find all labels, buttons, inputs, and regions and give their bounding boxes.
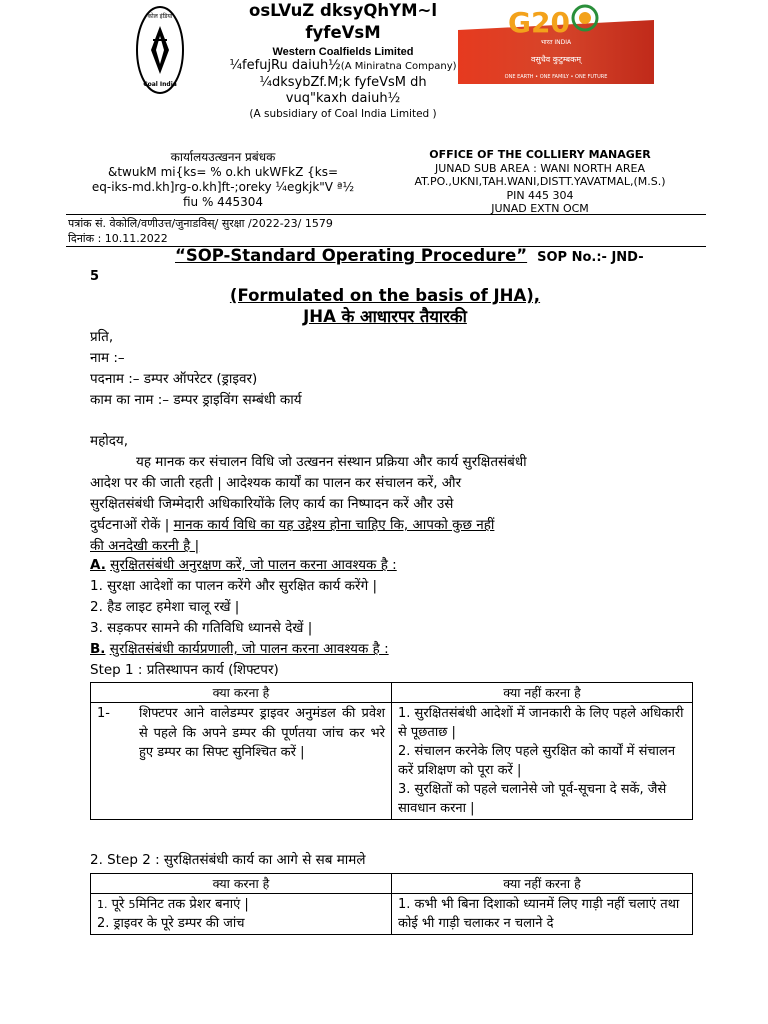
svg-text:G20: G20 [508,6,570,39]
office-title-en: OFFICE OF THE COLLIERY MANAGER [429,148,651,161]
reference-block [68,216,333,246]
dont-item: 3. सुरक्षितों को पहले चलानेसे जो पूर्व-सूचना दे सकें, जैसे सावधान करना | [398,782,667,816]
do-item: 2. ड्राइवर के पूरे डम्पर की जांच [97,916,245,931]
subsidiary-line-hi: ¼dksybZf.M;k fyfeVsM dh vuq"kaxh daiuh½ [259,75,427,106]
section-a-item: 1. सुरक्षा आदेशों का पालन करेंगे और सुरक्षित कार्य करेंगे | [90,578,378,594]
reference-date: दिनांक : 10.11.2022 [68,232,168,245]
office-pin-hi: fiu % 445304 [182,195,263,209]
company-title: osLVuZ dksyQhYM~l fyfeVsM [248,1,438,42]
paragraph-line: यह मानक कर संचालन विधि जो उत्खनन संस्थान प्रक्रिया और कार्य सुरक्षितसंबंधी [136,454,527,470]
table-header-dont: क्या नहीं करना है [392,683,693,703]
table-cell-dont: 1. कभी भी बिना दिशाको ध्यानमें लिए गाड़ी नहीं चलाएं तथा कोई भी गाड़ी चलाकर न चलाने दे [392,894,693,935]
section-a-item: 3. सड़कपर सामने की गतिविधि ध्यानसे देखें | [90,620,313,636]
office-address-line: JUNAD SUB AREA : WANI NORTH AREA [434,161,646,175]
svg-text:Coal India: Coal India [143,81,177,88]
section-b-heading: B. सुरक्षितसंबंधी कार्यप्रणाली, जो पालन करना आवश्यक है : [90,641,389,657]
office-address-hi [78,150,368,210]
divider [66,214,706,215]
jha-line: JHA के आधारपर तैयारकी [303,307,467,326]
formulated-heading [90,285,680,327]
paragraph-line: की अनदेखी करनी है | [90,538,200,554]
office-pin-en: PIN 445 304 [506,188,574,202]
addressee-block [90,327,690,411]
table-header-do: क्या करना है [91,683,392,703]
section-b [90,639,690,681]
step-2-heading: 2. Step 2 : सुरक्षितसंबंधी कार्य का आगे से सब मामले [90,852,366,868]
work-name: काम का नाम :– डम्पर ड्राइविंग सम्बंधी कार्य [90,392,302,408]
subsidiary-line-en: (A subsidiary of Coal India Limited ) [249,108,437,120]
section-a [90,555,690,639]
table-cell-do [91,703,392,820]
svg-text:वसुधैव कुटुम्बकम्: वसुधैव कुटुम्बकम् [530,55,582,64]
company-name-en: Western Coalfields Limited [272,46,414,58]
section-a-heading: A. सुरक्षितसंबंधी अनुरक्षण करें, जो पालन करना आवश्यक है : [90,557,397,573]
row-number: 1- [97,706,110,721]
sop-number-cont: 5 [90,269,100,284]
dont-item: 1. सुरक्षितसंबंधी आदेशों में जानकारी के लिए पहले अधिकारी से पूछताछ | [398,706,684,740]
svg-text:भारत INDIA: भारत INDIA [540,39,572,46]
reference-number: पत्रांक सं. वेकोलि/वणीउत्त/जुनाडविस्/ सुरक्षा /2022-23/ 1579 [68,217,333,230]
office-address-line: eq-iks-md.kh]rg-o.kh]ft-;oreky ¼egkjk"V ª½ [91,180,355,194]
paragraph-line: आदेश पर की जाती रहती | आदेश्यक कार्यों का पालन कर संचालन करें, और [90,475,462,491]
row-text: शिफ्टपर आने वालेडम्पर ड्राइवर अनुमंडल की प्रवेश से पहले कि अपने डम्पर की पूर्णतया जांच कर भरे हुए डम्पर का सिफ्ट सुनिश्चित करें | [139,706,385,760]
table-header-dont: क्या नहीं करना है [392,874,693,894]
addressee-to: प्रति, [90,329,114,345]
office-title-hi: कार्यालयउत्खनन प्रबंधक [170,150,276,164]
step-2-table [90,873,693,935]
dont-item: 2. संचालन करनेके लिए पहले सुरक्षित को कार्यों में संचालन करें प्रशिक्षण को पूरा करें | [398,744,676,778]
step-1-table [90,682,693,820]
svg-text:कोल इंडिया: कोल इंडिया [147,13,173,20]
addressee-name: नाम :– [90,350,125,366]
office-address-line: &twukM mi{ks= % o.kh ukWFkZ {ks= [107,165,339,179]
coal-india-logo [135,4,185,96]
sop-title: “SOP-Standard Operating Procedure” [175,246,528,265]
paragraph-line: दुर्घटनाओं रोकें | मानक कार्य विधि का यह उद्देश्य होना चाहिए कि, आपको कुछ नहीं [90,517,495,533]
sop-heading [90,246,690,284]
addressee-designation: पदनाम :– डम्पर ऑपरेटर (ड्राइवर) [90,371,258,387]
section-a-item: 2. हैड लाइट हमेशा चालू रखें | [90,599,240,615]
office-mine-name: JUNAD EXTN OCM [491,202,589,215]
office-address-line: AT.PO.,UKNI,TAH.WANI,DISTT.YAVATMAL,(M.S.) [414,175,666,188]
table-cell-do [91,894,392,935]
office-address-en [405,148,675,216]
paragraph-line: सुरक्षितसंबंधी जिम्मेदारी अधिकारियोंके लिए कार्य का निष्पादन करें और उसे [90,496,454,512]
miniratna-line: ¼fefujRu daiuh½(A Miniratna Company) [229,58,457,73]
greeting: महोदय, [90,433,129,449]
step-1-heading: Step 1 : प्रतिस्थापन कार्य (शिफ्टपर) [90,662,279,678]
table-header-do: क्या करना है [91,874,392,894]
svg-text:ONE EARTH • ONE FAMILY • ONE F: ONE EARTH • ONE FAMILY • ONE FUTURE [504,74,608,80]
body-paragraph [90,431,690,557]
sop-number: SOP No.:- JND- [537,250,644,265]
letterhead [228,0,458,121]
do-item: 1. पूरे 5मिनिट तक प्रेशर बनाएं | [97,897,249,912]
table-cell-dont [392,703,693,820]
g20-logo [458,0,654,84]
formulated-line: (Formulated on the basis of JHA), [229,286,541,305]
